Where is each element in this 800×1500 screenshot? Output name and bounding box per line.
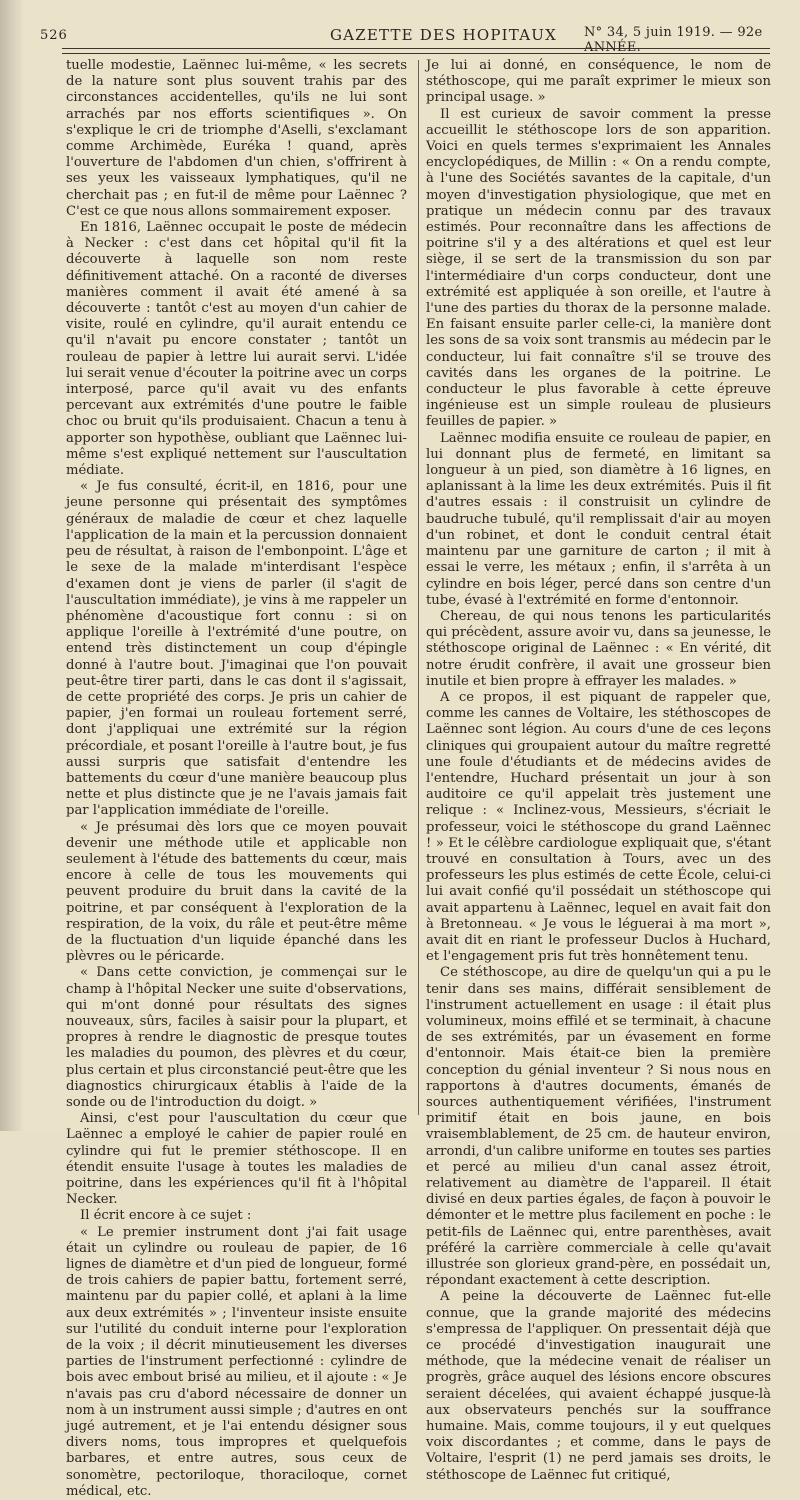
- paragraph: « Je fus consulté, écrit-il, en 1816, pour une jeune personne qui présentait des symptômes généraux de maladie de cœur et chez laquelle l'application de la main et la percussion donnaient peu de résultat, à raison de l'embonpoint. L'âge et le sexe de la malade m'interdisant l'espèce d'examen dont je viens de parler (il s'agit de l'auscultation immédiate), je vins à me rappeler un phénomène d'acoustique fort connu : si on applique l'oreille à l'extrémité d'une poutre, on entend très distinctement un coup d'épingle donné à l'autre bout. J'imaginai que l'on pouvait peut-être tirer parti, dans le cas dont il s'agissait, de cette propriété des corps. Je pris un cahier de papier, j'en formai un rouleau fortement serré, dont j'appliquai une extrémité sur la région précordiale, et posant l'oreille à l'autre bout, je fus aussi surpris que satisfait d'entendre les battements du cœur d'une manière beaucoup plus nette et plus distincte que je ne l'avais jamais fait par l'application immédiate de l'oreille.: [66, 479, 407, 819]
- right-column: [426, 58, 771, 1484]
- header-rule-top: [62, 48, 770, 49]
- paragraph: Il écrit encore à ce sujet :: [80, 1208, 252, 1224]
- binding-shadow: [0, 0, 24, 1131]
- paragraph: Laënnec modifia ensuite ce rouleau de papier, en lui donnant plus de fermeté, en limitant sa longueur à un pied, son diamètre à 16 lignes, en aplanissant à la lime les deux extrémités. Puis il fit d'autres essais : il construisit un cylindre de baudruche tubulé, qu'il remplissait d'air au moyen d'un robinet, et dont le conduit central était maintenu par une garniture de carton ; il mit à essai le verre, les métaux ; enfin, il s'arrêta à un cylindre en bois léger, percé dans son centre d'un tube, évasé à l'extrémité en forme d'entonnoir.: [426, 430, 771, 608]
- paragraph: Il est curieux de savoir comment la presse accueillit le stéthoscope lors de son apparition. Voici en quels termes s'exprimaient les Annales encyclopédiques, de Millin : « On a rendu compte, à l'une des Sociétés savantes de la capitale, d'un moyen d'investigation physiologique, que met en pratique un médecin connu par des travaux estimés. Pour reconnaître dans les affections de poitrine s'il y a des altérations et quel est leur siège, il se sert de la transmission du son par l'intermédiaire d'un corps conducteur, dont une extrémité est appliquée à son oreille, et l'autre à l'une des parties du thorax de la personne malade. En faisant ensuite parler celle-ci, la manière dont les sons de sa voix sont transmis au médecin par le conducteur, lui fait connaître s'il se trouve des cavités dans les organes de la poitrine. Le conducteur le plus favorable à cette épreuve ingénieuse est un simple rouleau de plusieurs feuilles de papier. »: [426, 106, 771, 430]
- paragraph: Je lui ai donné, en conséquence, le nom de stéthoscope, qui me paraît exprimer le mieux son principal usage. »: [426, 58, 771, 106]
- paragraph: « Je présumai dès lors que ce moyen pouvait devenir une méthode utile et applicable non seulement à l'étude des battements du cœur, mais encore à celle de tous les mouvements qui peuvent produire du bruit dans la cavité de la poitrine, et par conséquent à l'exploration de la respiration, de la voix, du râle et peut-être même de la fluctuation d'un liquide épanché dans les plèvres ou le péricarde.: [66, 819, 407, 965]
- paragraph: Ainsi, c'est pour l'auscultation du cœur que Laënnec a employé le cahier de papier roulé en cylindre qui fut le premier stéthoscope. Il en étendit ensuite l'usage à toutes les maladies de poitrine, dans les expériences qu'il fit à l'hôpital Necker.: [66, 1111, 407, 1208]
- paragraph: A peine la découverte de Laënnec fut-elle connue, que la grande majorité des médecins s'empressa de l'appliquer. On pressentait déjà que ce procédé d'investigation inaugurait une méthode, que la médecine venait de réaliser un progrès, grâce auquel des lésions encore obscures seraient décelées, qui avaient échappé jusque-là aux observateurs penchés sur la souffrance humaine. Mais, comme toujours, il y eut quelques voix discordantes ; et comme, dans le pays de Voltaire, l'esprit (1) ne perd jamais ses droits, le stéthoscope de Laënnec fut critiqué,: [426, 1289, 771, 1483]
- paragraph: En 1816, Laënnec occupait le poste de médecin à Necker : c'est dans cet hôpital qu'il fit la découverte à laquelle son nom reste définitivement attaché. On a raconté de diverses manières comment il avait été amené à sa découverte : tantôt c'est au moyen d'un cahier de visite, roulé en cylindre, qu'il aurait entendu ce qu'il n'avait pu encore constater ; tantôt un rouleau de papier à lettre lui aurait servi. L'idée lui serait venue d'écouter la poitrine avec un corps interposé, parce qu'il avait vu des enfants percevant aux extrémités d'une poutre le faible choc ou bruit qu'ils produisaient. Chacun a tenu à apporter son hypothèse, oubliant que Laënnec lui-même s'est expliqué nettement sur l'auscultation médiate.: [66, 220, 407, 479]
- column-divider: [418, 60, 419, 1115]
- paragraph: « Dans cette conviction, je commençai sur le champ à l'hôpital Necker une suite d'observations, qui m'ont donné pour résultats des signes nouveaux, sûrs, faciles à saisir pour la plupart, et propres à rendre le diagnostic de presque toutes les maladies du poumon, des plèvres et du cœur, plus certain et plus circonstancié peut-être que les diagnostics chirurgicaux établis à l'aide de la sonde ou de l'introduction du doigt. »: [66, 965, 407, 1110]
- paragraph: Chereau, de qui nous tenons les particularités qui précèdent, assure avoir vu, dans sa jeunesse, le stéthoscope original de Laënnec : « En vérité, dit notre érudit confrère, il avait une grosseur bien inutile et bien propre à effrayer les malades. »: [426, 608, 771, 689]
- page-number: 526: [40, 28, 68, 43]
- paragraph: tuelle modestie, Laënnec lui-même, « les secrets de la nature sont plus souvent trahis par des circonstances accidentelles, qu'ils ne lui sont arrachés par nos efforts scientifiques ». On s'explique le cri de triomphe d'Aselli, s'exclamant comme Archimède, Euréka ! quand, après l'ouverture de l'abdomen d'un chien, s'offrirent à ses yeux les vaisseaux lymphatiques, qu'il ne cherchait pas ; en fut-il de même pour Laënnec ? C'est ce que nous allons sommairement exposer.: [66, 58, 407, 219]
- journal-title: GAZETTE DES HOPITAUX: [330, 26, 557, 44]
- paragraph: A ce propos, il est piquant de rappeler que, comme les cannes de Voltaire, les stéthoscopes de Laënnec sont légion. Au cours d'une de ces leçons cliniques qui groupaient autour du maître regretté une foule d'étudiants et de médecins avides de l'entendre, Huchard présentait un jour à son auditoire ce qu'il appelait très justement une relique : « Inclinez-vous, Messieurs, s'écriait le professeur, voici le stéthoscope du grand Laënnec ! » Et le célèbre cardiologue expliquait que, s'étant trouvé en consultation à Tours, avec un des professeurs les plus estimés de cette École, celui-ci lui avait confié qu'il possédait un stéthoscope qui avait appartenu à Laënnec, lequel en avait fait don à Bretonneau. « Je vous le léguerai à ma mort », avait dit en riant le professeur Duclos à Huchard, et l'engagement pris fut très honnêtement tenu.: [426, 689, 771, 965]
- paragraph: Ce stéthoscope, au dire de quelqu'un qui a pu le tenir dans ses mains, différait sensiblement de l'instrument actuellement en usage : il était plus volumineux, moins effilé et se terminait, à chacune de ses extrémités, par un évasement en forme d'entonnoir. Mais était-ce bien la première conception du génial inventeur ? Si nous nous en rapportons à d'autres documents, émanés de sources authentiquement vérifiées, l'instrument primitif était en bois jaune, en bois vraisemblablement, de 25 cm. de hauteur environ, arrondi, d'un calibre uniforme en toutes ses parties et percé au milieu d'un canal assez étroit, relativement au diamètre de l'appareil. Il était divisé en deux parties égales, de façon à pouvoir le démonter et le mettre plus facilement en poche : le petit-fils de Laënnec qui, entre parenthèses, avait préféré la carrière commerciale à celle qu'avait illustrée son glorieux grand-père, en possédait un, répondant exactement à cette description.: [426, 965, 771, 1289]
- paragraph: « Le premier instrument dont j'ai fait usage était un cylindre ou rouleau de papier, de 16 lignes de diamètre et d'un pied de longueur, formé de trois cahiers de papier battu, fortement serré, maintenu par du papier collé, et aplani à la lime aux deux extrémités » ; l'inventeur insiste ensuite sur l'utilité du conduit interne pour l'exploration de la voix ; il décrit minutieusement les diverses parties de l'instrument perfectionné : cylindre de bois avec embout brisé au milieu, et il ajoute : « Je n'avais pas cru d'abord nécessaire de donner un nom à un instrument aussi simple ; d'autres en ont jugé autrement, et je l'ai entendu désigner sous divers noms, tous impropres et quelquefois barbares, et entre autres, sous ceux de sonomètre, pectoriloque, thoraciloque, cornet médical, etc.: [66, 1224, 407, 1499]
- issue-info: N° 34, 5 juin 1919. — 92e ANNÉE.: [584, 25, 763, 55]
- header-rule-bottom: [62, 53, 770, 54]
- left-column: [66, 58, 407, 1500]
